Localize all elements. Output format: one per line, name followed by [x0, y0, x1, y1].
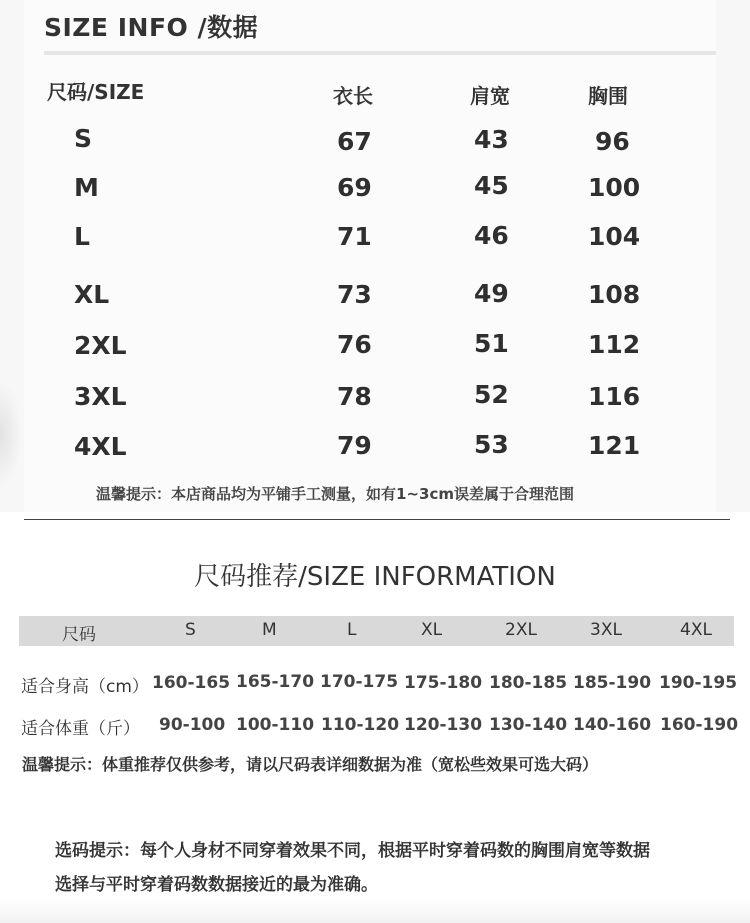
weight-value: 140-160 — [573, 715, 652, 735]
chest-cell: 121 — [588, 431, 641, 460]
length-cell: 67 — [337, 127, 372, 156]
rec-header-col: S — [185, 620, 196, 640]
pick-tip-line2: 选择与平时穿着码数数据接近的最为准确。 — [55, 875, 378, 895]
title-underline — [44, 51, 716, 55]
header-chest: 胸围 — [588, 84, 628, 108]
rec-header-col: M — [262, 620, 277, 640]
size-cell: S — [74, 124, 93, 153]
shoulder-cell: 45 — [474, 171, 509, 200]
weight-value: 120-130 — [404, 715, 483, 735]
recommend-tip: 温馨提示：体重推荐仅供参考，请以尺码表详细数据为准（宽松些效果可选大码） — [22, 755, 599, 774]
shoulder-cell: 53 — [474, 430, 509, 459]
size-cell: M — [74, 173, 99, 202]
length-cell: 78 — [337, 382, 372, 411]
rec-header-col: 4XL — [680, 620, 712, 640]
recommend-title: 尺码推荐/SIZE INFORMATION — [194, 562, 556, 592]
chest-cell: 112 — [588, 330, 641, 359]
weight-value: 90-100 — [159, 715, 226, 735]
shoulder-cell: 46 — [474, 221, 509, 250]
weight-value: 110-120 — [321, 715, 400, 735]
section-divider — [24, 519, 730, 520]
size-cell: XL — [74, 280, 110, 309]
weight-value: 160-190 — [660, 715, 739, 735]
chest-cell: 100 — [588, 173, 641, 202]
header-length: 衣长 — [333, 84, 373, 108]
length-cell: 76 — [337, 330, 372, 359]
header-shoulder: 肩宽 — [470, 84, 510, 108]
size-info-title: SIZE INFO /数据 — [44, 13, 259, 42]
chest-cell: 104 — [588, 222, 641, 251]
measurement-tip: 温馨提示：本店商品均为平铺手工测量，如有1~3cm误差属于合理范围 — [96, 485, 574, 503]
rec-header-col: 3XL — [590, 620, 622, 640]
weight-value: 100-110 — [236, 715, 315, 735]
shoulder-cell: 52 — [474, 380, 509, 409]
height-label: 适合身高（cm） — [21, 677, 149, 697]
chest-cell: 108 — [588, 280, 641, 309]
length-cell: 73 — [337, 280, 372, 309]
shoulder-cell: 49 — [474, 279, 509, 308]
rec-header-col: 2XL — [505, 620, 537, 640]
height-value: 175-180 — [404, 673, 483, 693]
pick-tip-line1: 选码提示：每个人身材不同穿着效果不同，根据平时穿着码数的胸围肩宽等数据 — [55, 841, 650, 861]
size-cell: 3XL — [74, 382, 127, 411]
height-value: 180-185 — [489, 673, 568, 693]
weight-value: 130-140 — [489, 715, 568, 735]
weight-label: 适合体重（斤） — [21, 719, 140, 739]
chest-cell: 96 — [595, 127, 630, 156]
rec-header-col: XL — [421, 620, 443, 640]
height-value: 165-170 — [236, 672, 315, 692]
bottom-decoration — [0, 898, 750, 923]
chest-cell: 116 — [588, 382, 641, 411]
height-value: 185-190 — [573, 673, 652, 693]
size-cell: 2XL — [74, 331, 127, 360]
height-value: 160-165 — [152, 673, 231, 693]
size-cell: L — [74, 222, 90, 251]
decorative-shadow — [0, 380, 22, 490]
height-value: 170-175 — [320, 672, 399, 692]
length-cell: 79 — [337, 431, 372, 460]
rec-header-col: L — [347, 620, 357, 640]
shoulder-cell: 51 — [474, 329, 509, 358]
height-value: 190-195 — [659, 673, 738, 693]
rec-header-size: 尺码 — [62, 625, 96, 645]
header-size: 尺码/SIZE — [47, 80, 145, 104]
recommend-header-bar — [19, 616, 734, 646]
size-cell: 4XL — [74, 432, 127, 461]
length-cell: 69 — [337, 173, 372, 202]
shoulder-cell: 43 — [474, 125, 509, 154]
length-cell: 71 — [337, 222, 372, 251]
